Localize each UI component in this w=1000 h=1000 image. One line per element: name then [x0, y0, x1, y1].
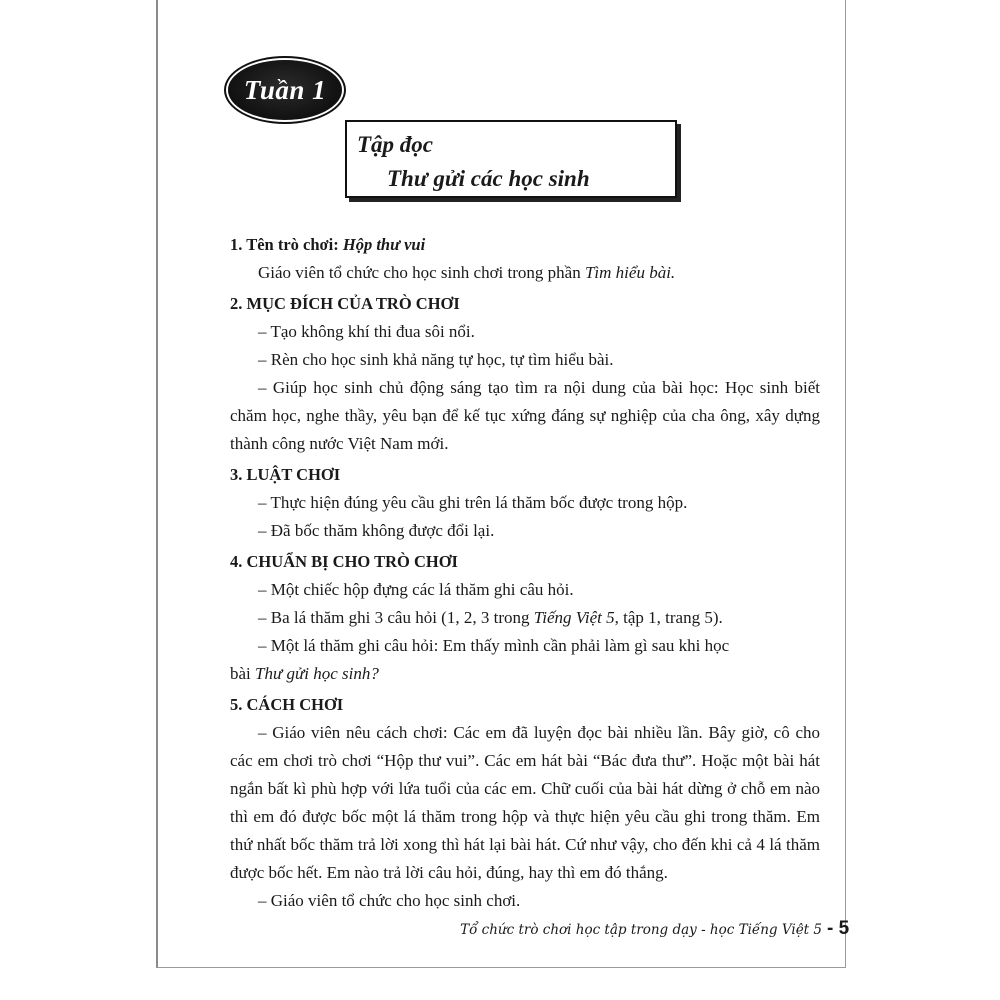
section-3-heading: 3. LUẬT CHƠI [230, 465, 341, 484]
section-4-item-1: – Một chiếc hộp đựng các lá thăm ghi câu hỏi. [258, 580, 574, 599]
section-4-item-2: – Ba lá thăm ghi 3 câu hỏi (1, 2, 3 trong Tiếng Việt 5, tập 1, trang 5). [258, 608, 723, 627]
section-5-item-2: – Giáo viên tổ chức cho học sinh chơi. [258, 891, 521, 910]
page-number: - 5 [827, 918, 850, 939]
section-5-item-1: – Giáo viên nêu cách chơi: Các em đã luyện đọc bài nhiều lần. Bây giờ, cô cho các em chơi trò chơi “Hộp thư vui”. Các em hát bài “Bác đưa thư”. Hoặc một bài hát ngắn bất kì phù hợp với lứa tuổi của các em. Chữ cuối của bài hát dừng ở chỗ em nào thì em đó được bốc một lá thăm trong hộp và thực hiện yêu cầu ghi trong thăm. Em thứ nhất bốc thăm trả lời xong thì hát lại bài hát. Cứ như vậy, cho đến khi cả 4 lá thăm được bốc hết. Em nào trả lời câu hỏi, đúng, hay thì em đó thắng. [230, 723, 820, 882]
section-2-item-2: – Rèn cho học sinh khả năng tự học, tự tìm hiểu bài. [258, 350, 614, 369]
subject-label: Tập đọc [357, 132, 434, 157]
section-3-item-1: – Thực hiện đúng yêu cầu ghi trên lá thăm bốc được trong hộp. [258, 493, 688, 512]
lesson-title-box [345, 120, 677, 198]
lesson-content [230, 228, 820, 915]
section-4-item-3-cont: bài Thư gửi học sinh? [230, 664, 379, 683]
section-5-heading: 5. CÁCH CHƠI [230, 695, 344, 714]
section-2-item-1: – Tạo không khí thi đua sôi nổi. [258, 322, 475, 341]
section-2-heading: 2. MỤC ĐÍCH CỦA TRÒ CHƠI [230, 294, 460, 313]
lesson-title: Thư gửi các học sinh [387, 166, 590, 191]
week-badge-label: Tuần 1 [243, 74, 327, 105]
section-2-item-3: – Giúp học sinh chủ động sáng tạo tìm ra nội dung của bài học: Học sinh biết chăm học, nghe thầy, yêu bạn để kế tục xứng đáng sự nghiệp của cha ông, xây dựng thành công nước Việt Nam mới. [230, 378, 820, 453]
week-badge [228, 60, 342, 120]
section-3-item-2: – Đã bốc thăm không được đổi lại. [258, 521, 495, 540]
game-name: Hộp thư vui [342, 235, 426, 254]
section-1-heading: 1. Tên trò chơi: Hộp thư vui [230, 235, 426, 254]
section-4-item-3: – Một lá thăm ghi câu hỏi: Em thấy mình cần phải làm gì sau khi học [258, 636, 730, 655]
section-4-heading: 4. CHUẨN BỊ CHO TRÒ CHƠI [230, 552, 458, 571]
footer-book-title: Tổ chức trò chơi học tập trong dạy - học Tiếng Việt 5 [460, 922, 822, 938]
section-1-text: Giáo viên tổ chức cho học sinh chơi trong phần Tìm hiểu bài. [258, 263, 676, 282]
